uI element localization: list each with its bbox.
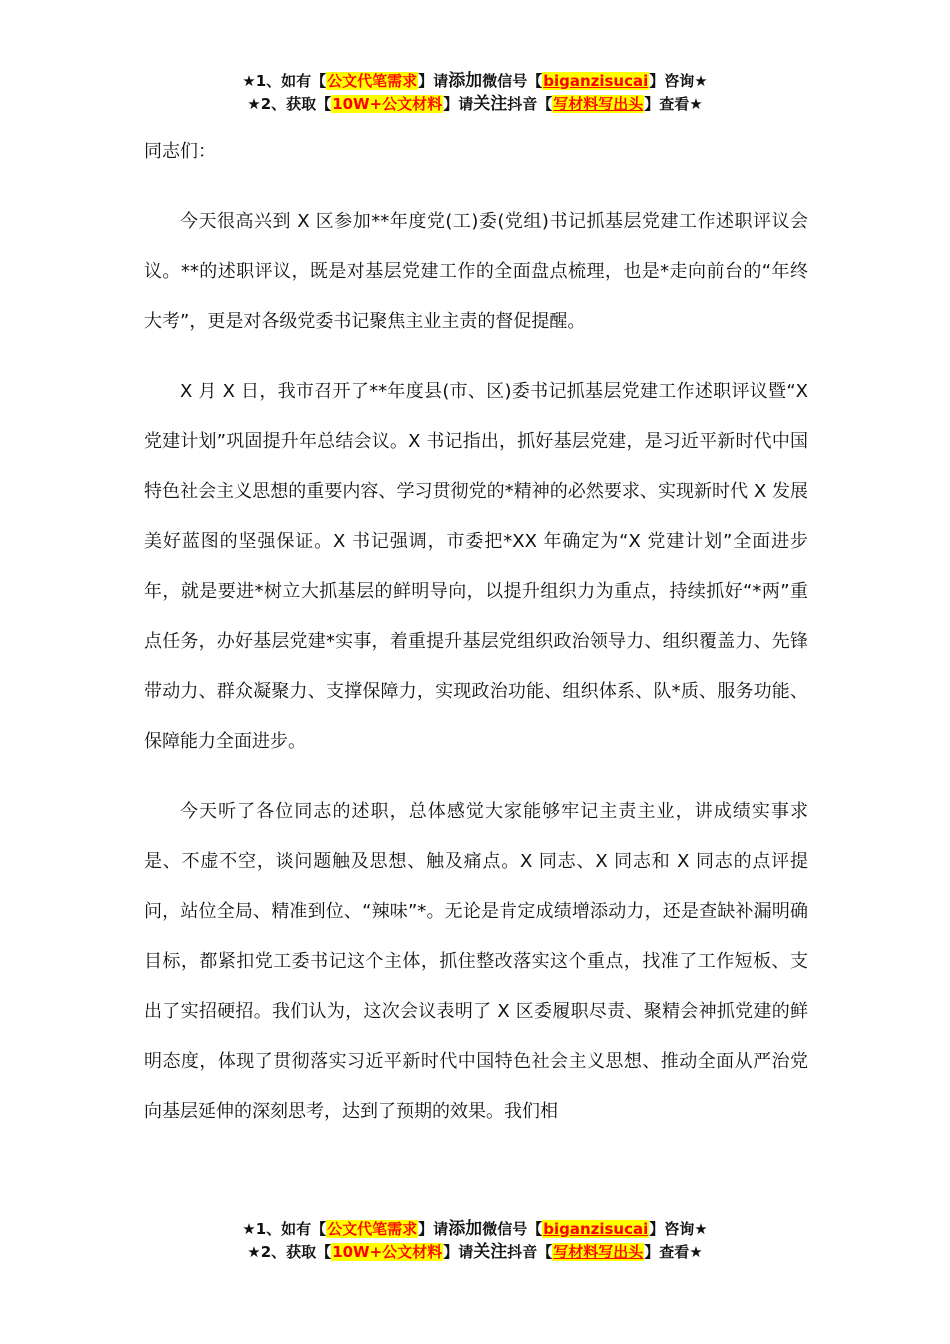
paragraph-3: 今天听了各位同志的述职，总体感觉大家能够牢记主责主业，讲成绩实事求是、不虚不空，谈问题触及思想、触及痛点。X 同志、X 同志和 X 同志的点评提问，站位全局、精准到位、“辣味”*。无论是肯定成绩增添动力，还是查缺补漏明确目标，都紧扣党工委书记这个主体，抓住整改落实这个重点，找准了工作短板、支出了实招硬招。我们认为，这次会议表明了 X 区委履职尽责、聚精会神抓党建的鲜明态度，体现了贯彻落实习近平新时代中国特色社会主义思想、推动全面从严治党向基层延伸的深刻思考，达到了预期的效果。我们相: [144, 801, 808, 1122]
banner-text: 】咨询★: [649, 1220, 708, 1238]
banner-emphasis: 关注: [473, 1242, 508, 1262]
highlight-materials: 10W+公文材料: [332, 95, 443, 113]
paragraph-1: 今天很高兴到 X 区参加**年度党(工)委(党组)书记抓基层党建工作述职评议会议。**的述职评议，既是对基层党建工作的全面盘点梳理，也是*走向前台的“年终大考”，更是对各级党委书记聚焦主业主责的督促提醒。: [144, 211, 808, 332]
highlight-service: 公文代笔需求: [327, 72, 418, 90]
banner-text: 】咨询★: [649, 72, 708, 90]
banner-emphasis: 添加: [448, 1219, 483, 1239]
banner-text: 抖音【: [507, 95, 553, 113]
banner-emphasis: 添加: [448, 71, 483, 91]
banner-line-2: [0, 93, 950, 116]
highlight-douyin-account: 写材料写出头: [553, 1243, 644, 1261]
banner-text: 】请: [443, 1243, 474, 1261]
paragraph-gap: [144, 177, 808, 197]
highlight-materials: 10W+公文材料: [332, 1243, 443, 1261]
banner-text: 】请: [418, 1220, 449, 1238]
banner-text: 微信号【: [482, 1220, 543, 1238]
paragraph-gap: [144, 767, 808, 787]
banner-text: 】查看★: [644, 1243, 703, 1261]
header-banner: [0, 70, 950, 116]
banner-text: 】请: [443, 95, 474, 113]
banner-text: 抖音【: [507, 1243, 553, 1261]
banner-text: 】请: [418, 72, 449, 90]
highlight-wechat-id: biganzisucai: [543, 1220, 649, 1238]
highlight-service: 公文代笔需求: [327, 1220, 418, 1238]
banner-line-2: [0, 1241, 950, 1264]
banner-text: 】查看★: [644, 95, 703, 113]
banner-text: 微信号【: [482, 72, 543, 90]
banner-line-1: [0, 70, 950, 93]
banner-text: ★1、如有【: [242, 72, 327, 90]
banner-emphasis: 关注: [473, 94, 508, 114]
highlight-wechat-id: biganzisucai: [543, 72, 649, 90]
banner-text: ★1、如有【: [242, 1220, 327, 1238]
banner-text: ★2、获取【: [247, 1243, 332, 1261]
highlight-douyin-account: 写材料写出头: [553, 95, 644, 113]
banner-line-1: [0, 1218, 950, 1241]
paragraph-2: X 月 X 日，我市召开了**年度县(市、区)委书记抓基层党建工作述职评议暨“X 党建计划”巩固提升年总结会议。X 书记指出，抓好基层党建，是习近平新时代中国特色社会主义思想的重要内容、学习贯彻党的*精神的必然要求、实现新时代 X 发展美好蓝图的坚强保证。X 书记强调，市委把*XX 年确定为“X 党建计划”全面进步年，就是要进*树立大抓基层的鲜明导向，以提升组织力为重点，持续抓好“*两”重点任务，办好基层党建*实事，着重提升基层党组织政治领导力、组织覆盖力、先锋带动力、群众凝聚力、支撑保障力，实现政治功能、组织体系、队*质、服务功能、保障能力全面进步。: [144, 381, 808, 752]
footer-banner: [0, 1218, 950, 1264]
salutation: 同志们：: [144, 141, 216, 162]
paragraph-gap: [144, 347, 808, 367]
banner-text: ★2、获取【: [247, 95, 332, 113]
document-body: [144, 127, 808, 1137]
